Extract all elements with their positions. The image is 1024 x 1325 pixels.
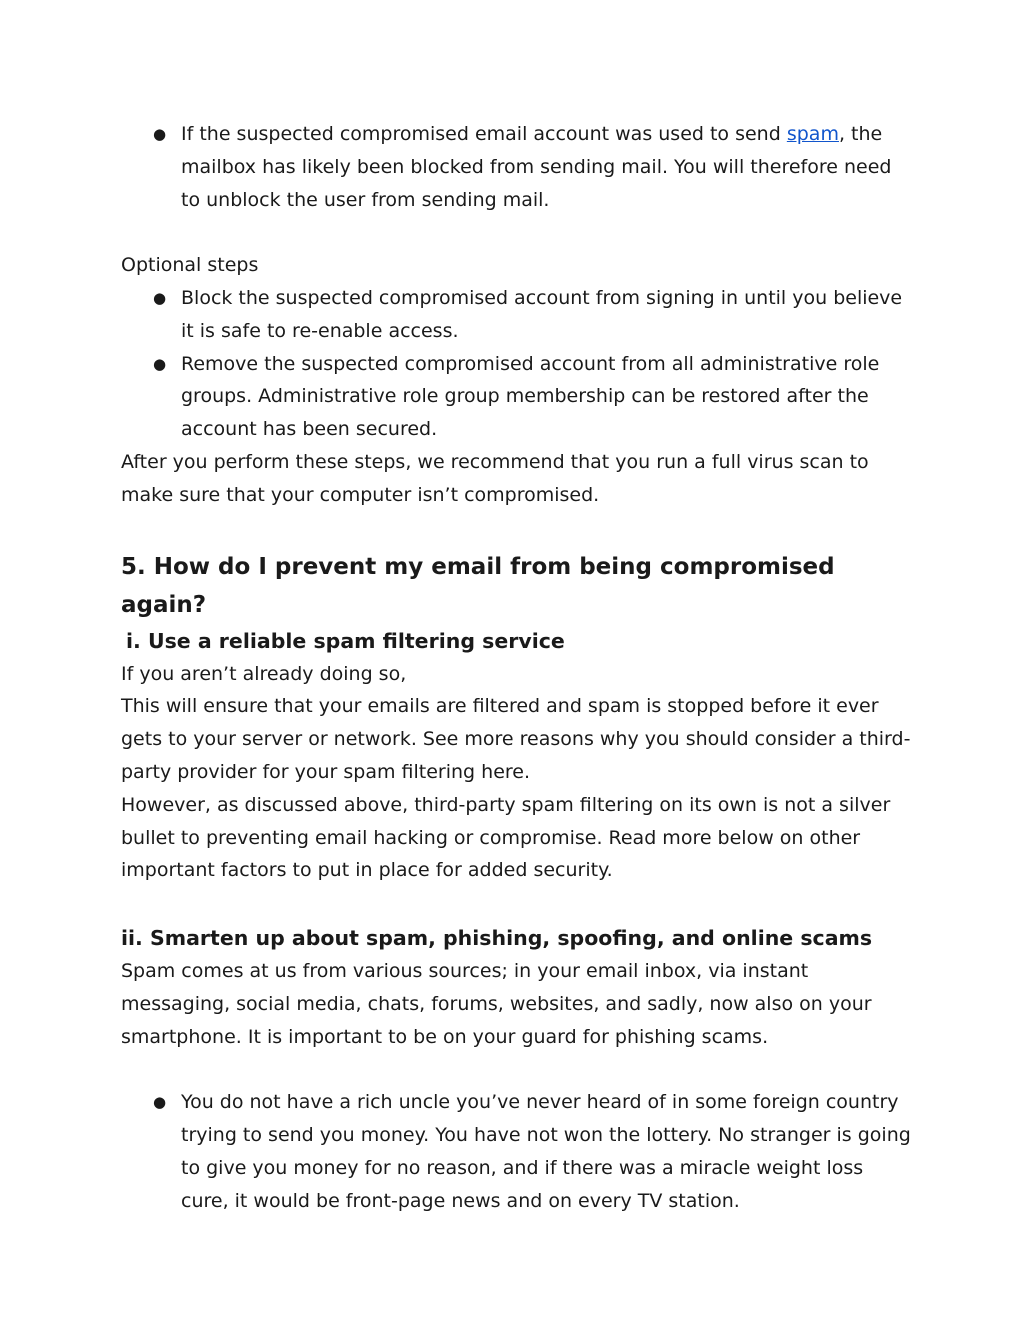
spam-filtering-caveat: However, as discussed above, third-party spam filtering on its own is not a silver bullet to preventing email hacking or compromise. Read more below on other important factors to put in place for added security. [121,793,891,882]
scam-tips-list [121,1086,911,1217]
spam-filtering-heading: i. Use a reliable spam filtering service [126,628,565,653]
smarten-up-heading: ii. Smarten up about spam, phishing, spoofing, and online scams [121,926,873,951]
bullet-icon: ● [153,125,167,143]
list-item-text-end: , the mailbox has likely been blocked from sending mail. You will therefore need to unblock the user from sending mail. [181,123,892,211]
list-item [121,282,911,348]
spam-link[interactable]: spam [786,123,839,145]
list-item [121,1086,911,1217]
list-item [121,348,911,446]
spam-filtering-intro: If you aren’t already doing so, [121,662,407,685]
list-item-text-start: If the suspected compromised email account was used to send [181,123,787,145]
list-item-text: You do not have a rich uncle you’ve never heard of in some foreign country trying to send you money. You have not won the lottery. No stranger is going to give you money for no reason, and if there was a miracle weight loss cure, it would be front-page news and on every TV station. [181,1091,911,1212]
spam-filtering-paragraph: This will ensure that your emails are filtered and spam is stopped before it ever gets to your server or network. See more reasons why you should consider a third-party provider for your spam filtering here. [121,695,911,783]
spacer [121,1054,911,1087]
bullet-icon: ● [153,354,167,373]
list-item-text: Block the suspected compromised account from signing in until you believe it is safe to re-enable access. [181,286,903,342]
section-5-heading: 5. How do I prevent my email from being compromised again? [121,553,835,618]
spam-sources-paragraph: Spam comes at us from various sources; in your email inbox, via instant messaging, social media, chats, forums, websites, and sadly, now also on your smartphone. It is important to be on your guard for phishing scams. [121,960,872,1048]
list-item-text: Remove the suspected compromised account from all administrative role groups. Administrative role group membership can be restored after the account has been secured. [181,352,880,441]
spacer [121,216,911,249]
compromise-steps-list [121,118,911,216]
virus-scan-paragraph: After you perform these steps, we recommend that you run a full virus scan to make sure that your computer isn’t compromised. [121,450,869,506]
optional-steps-list [121,282,911,446]
bullet-icon: ● [153,288,167,307]
list-item [121,118,911,216]
optional-steps-heading: Optional steps [121,254,259,277]
document-page [121,118,911,1218]
bullet-icon: ● [153,1093,167,1112]
